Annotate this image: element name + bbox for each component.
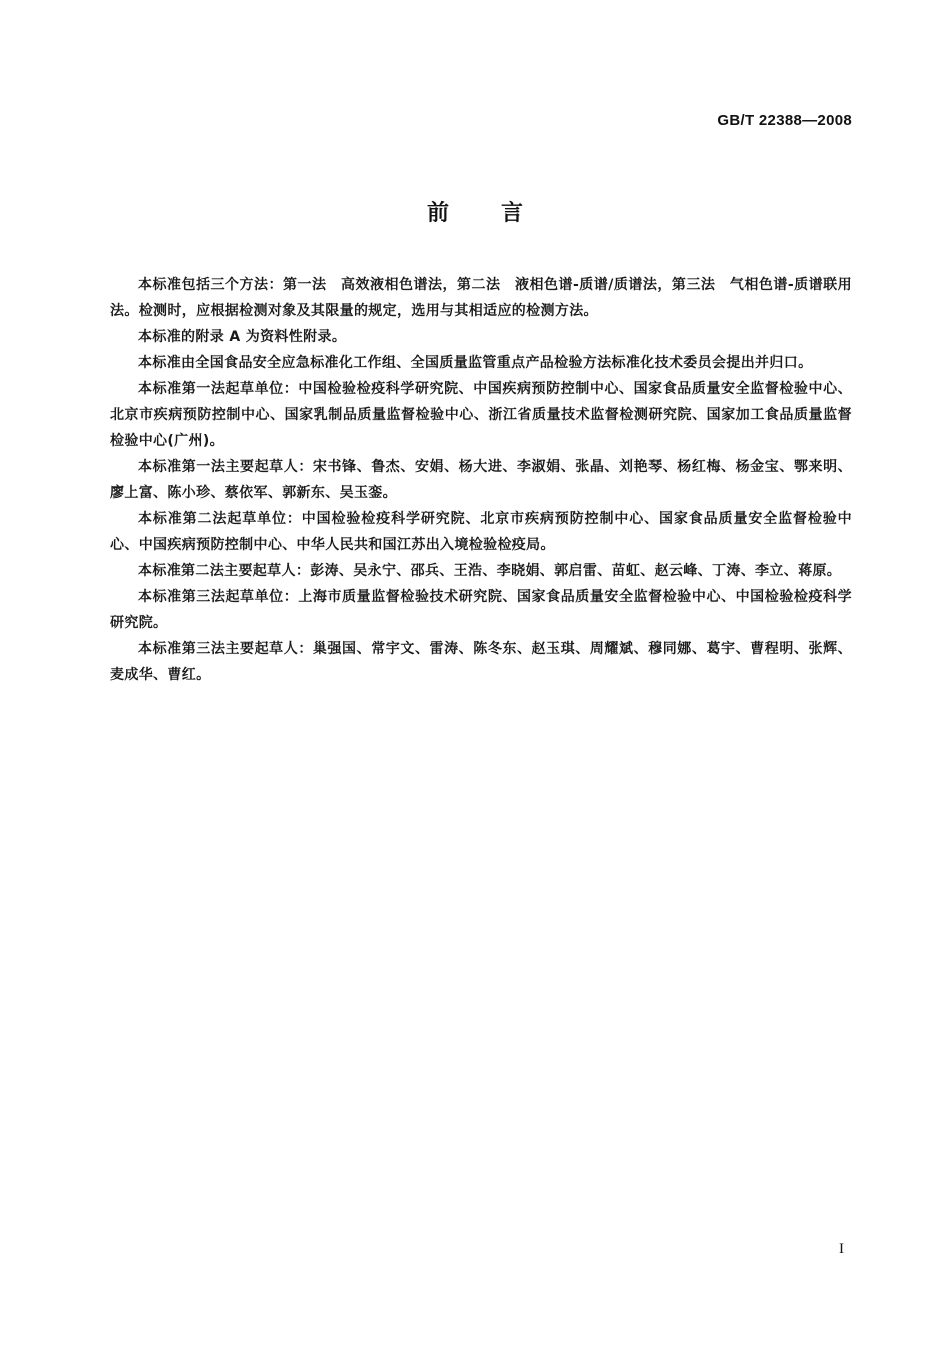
paragraph-method2-units: 本标准第二法起草单位：中国检验检疫科学研究院、北京市疾病预防控制中心、国家食品质量安全监督检验中心、中国疾病预防控制中心、中华人民共和国江苏出入境检验检疫局。 [110, 511, 852, 553]
paragraph-proposer: 本标准由全国食品安全应急标准化工作组、全国质量监管重点产品检验方法标准化技术委员会提出并归口。 [138, 355, 813, 371]
page-number: I [839, 1241, 844, 1257]
paragraph-method3-drafters: 本标准第三法主要起草人：巢强国、常宇文、雷涛、陈冬东、赵玉琪、周耀斌、穆同娜、葛宇、曹程明、张辉、麦成华、曹红。 [110, 641, 852, 683]
paragraph-method3-units: 本标准第三法起草单位：上海市质量监督检验技术研究院、国家食品质量安全监督检验中心、中国检验检疫科学研究院。 [110, 589, 852, 631]
foreword-body [110, 272, 852, 688]
paragraph-appendix: 本标准的附录 A 为资料性附录。 [138, 329, 347, 345]
paragraph-methods: 本标准包括三个方法：第一法 高效液相色谱法，第二法 液相色谱-质谱/质谱法，第三法 气相色谱-质谱联用法。检测时，应根据检测对象及其限量的规定，选用与其相适应的检测方法。 [110, 277, 852, 319]
page-title: 前言 [426, 201, 575, 226]
paragraph-method1-units: 本标准第一法起草单位：中国检验检疫科学研究院、中国疾病预防控制中心、国家食品质量安全监督检验中心、北京市疾病预防控制中心、国家乳制品质量监督检验中心、浙江省质量技术监督检测研究院、国家加工食品质量监督检验中心(广州)。 [110, 381, 852, 449]
standard-number: GB/T 22388—2008 [717, 112, 852, 129]
paragraph-method1-drafters: 本标准第一法主要起草人：宋书锋、鲁杰、安娟、杨大进、李淑娟、张晶、刘艳琴、杨红梅、杨金宝、鄂来明、廖上富、陈小珍、蔡依军、郭新东、吴玉銮。 [110, 459, 852, 501]
paragraph-method2-drafters: 本标准第二法主要起草人：彭涛、吴永宁、邵兵、王浩、李晓娟、郭启雷、苗虹、赵云峰、丁涛、李立、蒋原。 [138, 563, 842, 579]
